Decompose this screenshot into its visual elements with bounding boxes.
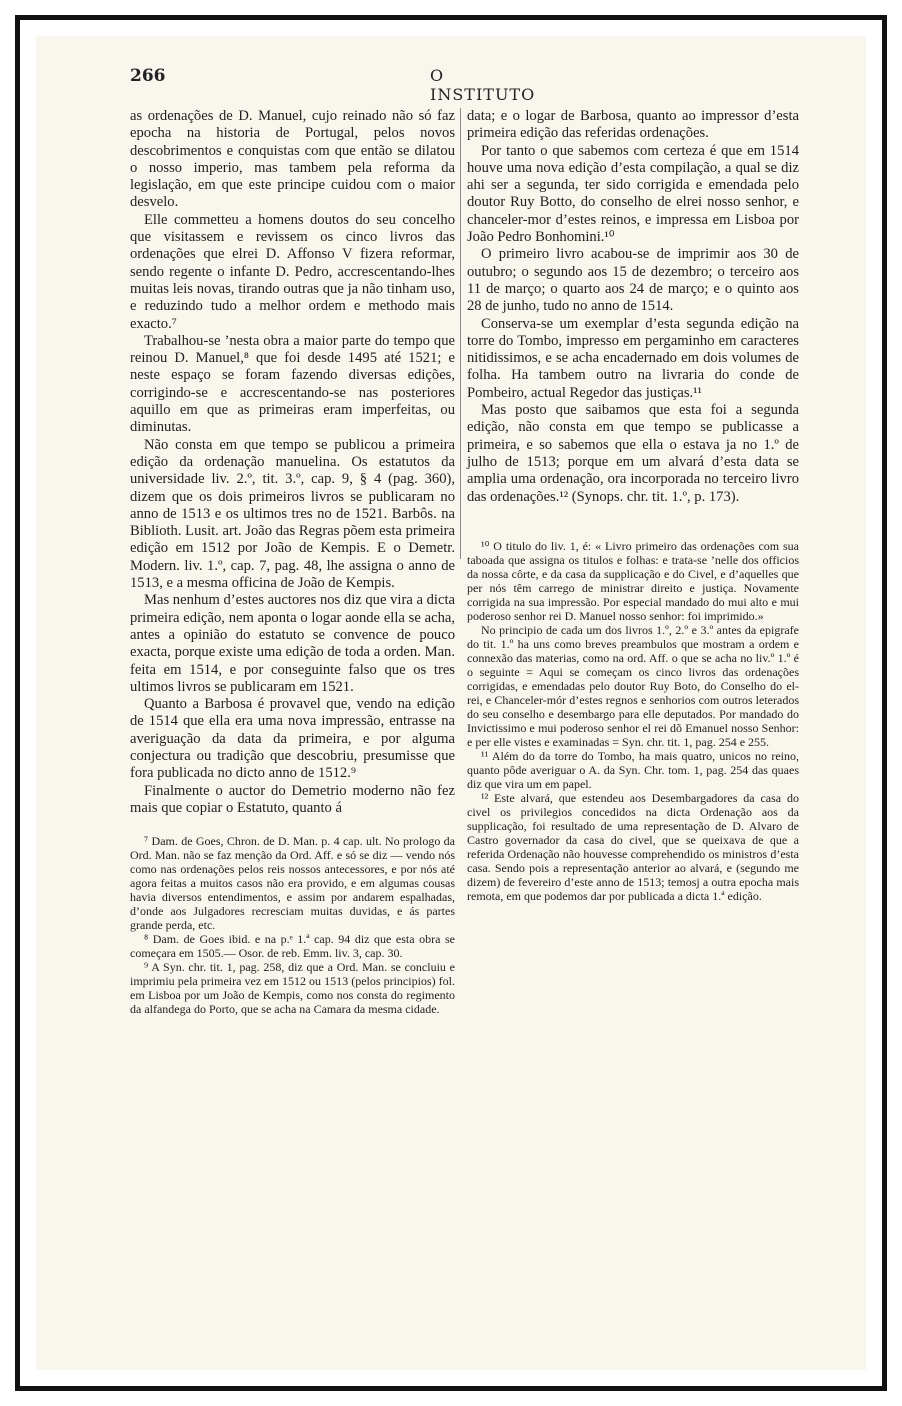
body-paragraph: Mas posto que saibamos que esta foi a segunda edição, não consta em que tempo se publicasse a primeira, e so sabemos que ella o estava ja no 1.º de julho de 1513; porque em um alvará d’esta data se amplia uma ordenação, ora incorporada no terceiro livro das ordenações.¹² (Synops. chr. tit. 1.º, p. 173). bbox=[467, 402, 799, 505]
left-body-text bbox=[130, 108, 455, 817]
body-paragraph: Conserva-se um exemplar d’esta segunda edição na torre do Tombo, impresso em pergaminho em caracteres nitidissimos, e se acha encadernado em dois volumes de folha. Ha tambem outro na livraria do conde de Pombeiro, actual Regedor das justiças.¹¹ bbox=[467, 315, 799, 401]
column-divider bbox=[460, 108, 461, 559]
footnote: ⁷ Dam. de Goes, Chron. de D. Man. p. 4 cap. ult. No prologo da Ord. Man. não se faz menção da Ord. Aff. e só se diz — vendo nós como nas ordenações pelos reis nossos antecessores, e por nós até agora feitas a muitos casos não era provido, e em algumas cousas havia diversos entendimentos, e assim por andarem espalhadas, d’onde aos Julgadores recresciam muitas duvidas, e ás partes grande perda, etc. bbox=[130, 834, 455, 933]
body-paragraph: Não consta em que tempo se publicou a primeira edição da ordenação manuelina. Os estatutos da universidade liv. 2.º, tit. 3.º, cap. 9, § 4 (pag. 360), dizem que os dois primeiros livros se publicaram no anno de 1513 e os ultimos tres no de 1521. Barbôs. na Biblioth. Lusit. art. João das Regras põem esta primeira edição em 1512 por João de Kempis. E o Demetr. Modern. liv. 1.º, cap. 7, pag. 48, lhe assigna o anno de 1513, e a mesma officina de João de Kempis. bbox=[130, 436, 455, 592]
body-paragraph: Quanto a Barbosa é provavel que, vendo na edição de 1514 que ella era uma nova impressão, entrasse na averiguação da data da primeira, e por alguma conjectura ou tradição que descobriu, presumisse que fora publicada no dicto anno de 1512.⁹ bbox=[130, 696, 455, 782]
page-number: 266 bbox=[130, 66, 166, 86]
footnote: ¹⁰ O titulo do liv. 1, é: « Livro primeiro das ordenações com sua taboada que assigna os titulos e folhas: e trata-se ’nelle dos officios da nossa côrte, e da casa da supplicação e do Civel, e d’aquelles que per nós têm carrego de ministrar direito e justiça. Novamente corrigida na sua impressão. Por especial mandado do mui alto e mui poderoso senhor rei D. Manuel nosso senhor: foi imprimido.» bbox=[467, 538, 799, 623]
left-footnotes bbox=[130, 834, 455, 1016]
left-column bbox=[130, 108, 455, 1016]
body-paragraph: Trabalhou-se ’nesta obra a maior parte do tempo que reinou D. Manuel,⁸ que foi desde 1495 até 1521; e neste espaço se foram fazendo diversas edições, corrigindo-se e accrescentando-se nas posteriores aquillo em que as primeiras eram imperfeitas, ou diminutas. bbox=[130, 332, 455, 436]
body-paragraph: Por tanto o que sabemos com certeza é que em 1514 houve uma nova edição d’esta compilação, a qual se diz ahi ser a segunda, ter sido corrigida e emendada pelo doutor Ruy Botto, do conselho de elrei nosso senhor, e chanceler-mor d’estes reinos, e impressa em Lisboa por João Pedro Bonhomini.¹⁰ bbox=[467, 142, 799, 246]
body-paragraph: Mas nenhum d’estes auctores nos diz que vira a dicta primeira edição, nem aponta o logar aonde ella se acha, antes a opinião do estatuto se convence de pouco exacta, porque existe uma edição de toda a orden. Man. feita em 1514, e por conseguinte falso que os tres ultimos livros se publicaram em 1521. bbox=[130, 592, 455, 695]
footnote: ⁹ A Syn. chr. tit. 1, pag. 258, diz que a Ord. Man. se concluiu e imprimiu pela primeira vez em 1512 ou 1513 (pelos principios) fol. em Lisboa por um João de Kempis, como nos consta do regimento da alfandega do Porto, que se acha na Camara da mesma cidade. bbox=[130, 960, 455, 1017]
right-column bbox=[467, 108, 799, 903]
body-paragraph: Finalmente o auctor do Demetrio moderno não fez mais que copiar o Estatuto, quanto á bbox=[130, 782, 455, 816]
body-paragraph: O primeiro livro acabou-se de imprimir aos 30 de outubro; o segundo aos 15 de dezembro; o terceiro aos 11 de março; o quarto aos 24 de março; e o quinto aos 28 de junho, tudo no anno de 1514. bbox=[467, 246, 799, 315]
right-body-text bbox=[467, 108, 799, 506]
footnote: No principio de cada um dos livros 1.º, 2.º e 3.º antes da epigrafe do tit. 1.º ha uns como breves preambulos que mostram a ordem e connexão das materias, como na ord. Aff. o que se acha no liv.º 1.º é o seguinte = Aqui se começam os cinco livros das ordenações corrigidas, e emendadas pelo doutor Ruy Boto, do Conselho do el-rei, e Chanceler-mór d’estes regnos e senhorios com outros leterados do seu conselho e desembargo para elle deputados. Por mandado do Invictissimo e mui poderoso senhor el rei dõ Emanuel nosso Senhor: e per elle vistes e examinadas = Syn. chr. tit. 1, pag. 254 e 255. bbox=[467, 622, 799, 749]
footnote: ⁸ Dam. de Goes ibid. e na p.ᵉ 1.ª cap. 94 diz que esta obra se começara em 1505.— Osor. de reb. Emm. liv. 3, cap. 30. bbox=[130, 932, 455, 961]
body-paragraph: Elle commetteu a homens doutos do seu concelho que visitassem e revissem os cinco livros das ordenações que elrei D. Affonso V fizera reformar, sendo regente o infante D. Pedro, accrescentando-lhes muitas leis novas, tirando outras que ja não tinham uso, e reduzindo tudo a melhor ordem e methodo mais exacto.⁷ bbox=[130, 211, 455, 332]
body-paragraph: data; e o logar de Barbosa, quanto ao impressor d’esta primeira edição das referidas ordenações. bbox=[467, 108, 799, 142]
footnote: ¹² Este alvará, que estendeu aos Desembargadores da casa do civel os privilegios concedidos na dicta Ordenação aos da supplicação, foi resultado de uma representação de D. Alvaro de Castro governador da casa do civel, que se queixava de que a referida Ordenação não houvesse comprehendido os ministros d’esta casa. Sendo pois a representação anterior ao alvará, e (segundo me dizem) de fevereiro d’este anno de 1513; temosj a outra epocha mais remota, em que podemos dar por publicada a dicta 1.ª edição. bbox=[467, 790, 799, 903]
body-paragraph: as ordenações de D. Manuel, cujo reinado não só faz epocha na historia de Portugal, pelos novos descobrimentos e conquistas com que então se dilatou o nosso imperio, mas tambem pela reforma da legislação, em que este principe cuidou com o maior desvelo. bbox=[130, 108, 455, 211]
right-footnotes bbox=[467, 539, 799, 903]
running-title: O INSTITUTO bbox=[430, 66, 536, 104]
footnote: ¹¹ Além do da torre do Tombo, ha mais quatro, unicos no reino, quanto pôde averiguar o A. da Syn. Chr. tom. 1, pag. 254 das quaes diz que vira um em papel. bbox=[467, 748, 799, 791]
